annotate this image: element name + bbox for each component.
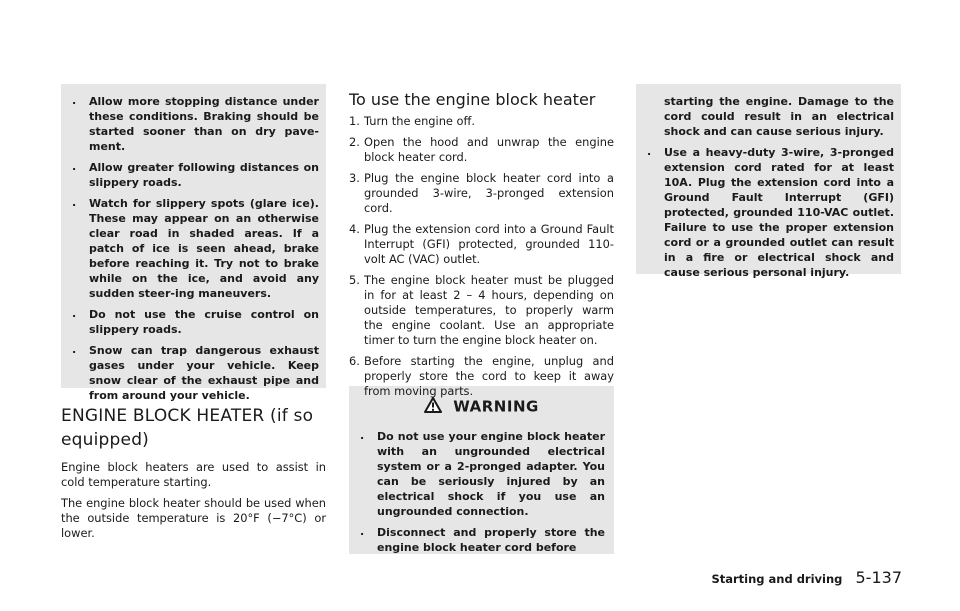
bullet-item: . Disconnect and properly store the engine block heater cord before (349, 525, 605, 555)
paragraph: Engine block heaters are used to assist in cold temperature starting. (61, 460, 326, 489)
bullet-item: . Allow more stopping distance under these conditions. Braking should be started sooner than on dry pave-ment. (61, 94, 319, 154)
bullet-item: . Do not use your engine block heater with an ungrounded electrical system or a 2-pronged adapter. You can be seriously injured by an electrical shock if you use an ungrounded connection. (349, 429, 605, 519)
continued-warning-text: starting the engine. Damage to the cord could result in an electrical shock and can cause serious injury. (664, 95, 894, 138)
page-number: 5-137 (855, 568, 902, 587)
step-item: 1. Turn the engine off. (349, 114, 475, 128)
steps-list (349, 114, 614, 399)
step-item: 4. Plug the extension cord into a Ground Fault Interrupt (GFI) protected, grounded 110-volt AC (VAC) outlet. (349, 222, 614, 266)
subheading: To use the engine block heater (349, 90, 596, 109)
bullet-item: . Snow can trap dangerous exhaust gases under your vehicle. Keep snow clear of the exhaust pipe and from around your vehicle. (61, 343, 319, 403)
step-item: 2. Open the hood and unwrap the engine block heater cord. (349, 135, 614, 164)
step-item: 5. The engine block heater must be plugged in for at least 2 – 4 hours, depending on outside temperatures, to properly warm the engine coolant. Use an appropriate timer to turn the engine block heater on. (349, 273, 614, 347)
warning-header (349, 396, 614, 417)
bullet-item: . Do not use the cruise control on slippery roads. (61, 307, 319, 337)
warning-bullets-continued (636, 145, 894, 280)
bullet-item: . Watch for slippery spots (glare ice). These may appear on an otherwise clear road in shaded areas. If a patch of ice is seen ahead, brake before reaching it. Try not to brake while on the ice, and avoid any sudden steer-ing maneuvers. (61, 196, 319, 301)
step-item: 3. Plug the engine block heater cord into a grounded 3-wire, 3-pronged extension cord. (349, 171, 614, 215)
warning-triangle-icon (424, 397, 442, 417)
bullet-item: . Allow greater following distances on slippery roads. (61, 160, 319, 190)
bullet-item: . Use a heavy-duty 3-wire, 3-pronged extension cord rated for at least 10A. Plug the extension cord into a Ground Fault Interrupt (GFI) protected, grounded 110-VAC outlet. Failure to use the proper extension cord or a grounded outlet can result in a fire or electrical shock and cause serious personal injury. (636, 145, 894, 280)
warning-panel (349, 386, 614, 561)
paragraph: The engine block heater should be used when the outside temperature is 20°F (−7°C) or lower. (61, 496, 326, 540)
warning-title: WARNING (453, 397, 539, 416)
step-item: 6. Before starting the engine, unplug and properly store the cord to keep it away from moving parts. (349, 354, 614, 398)
page-footer (711, 568, 902, 587)
footer-section-title: Starting and driving (711, 572, 843, 586)
slippery-road-bullets (61, 94, 319, 409)
section-heading: ENGINE BLOCK HEATER (if so equipped) (61, 406, 314, 450)
warning-bullets (349, 429, 605, 555)
